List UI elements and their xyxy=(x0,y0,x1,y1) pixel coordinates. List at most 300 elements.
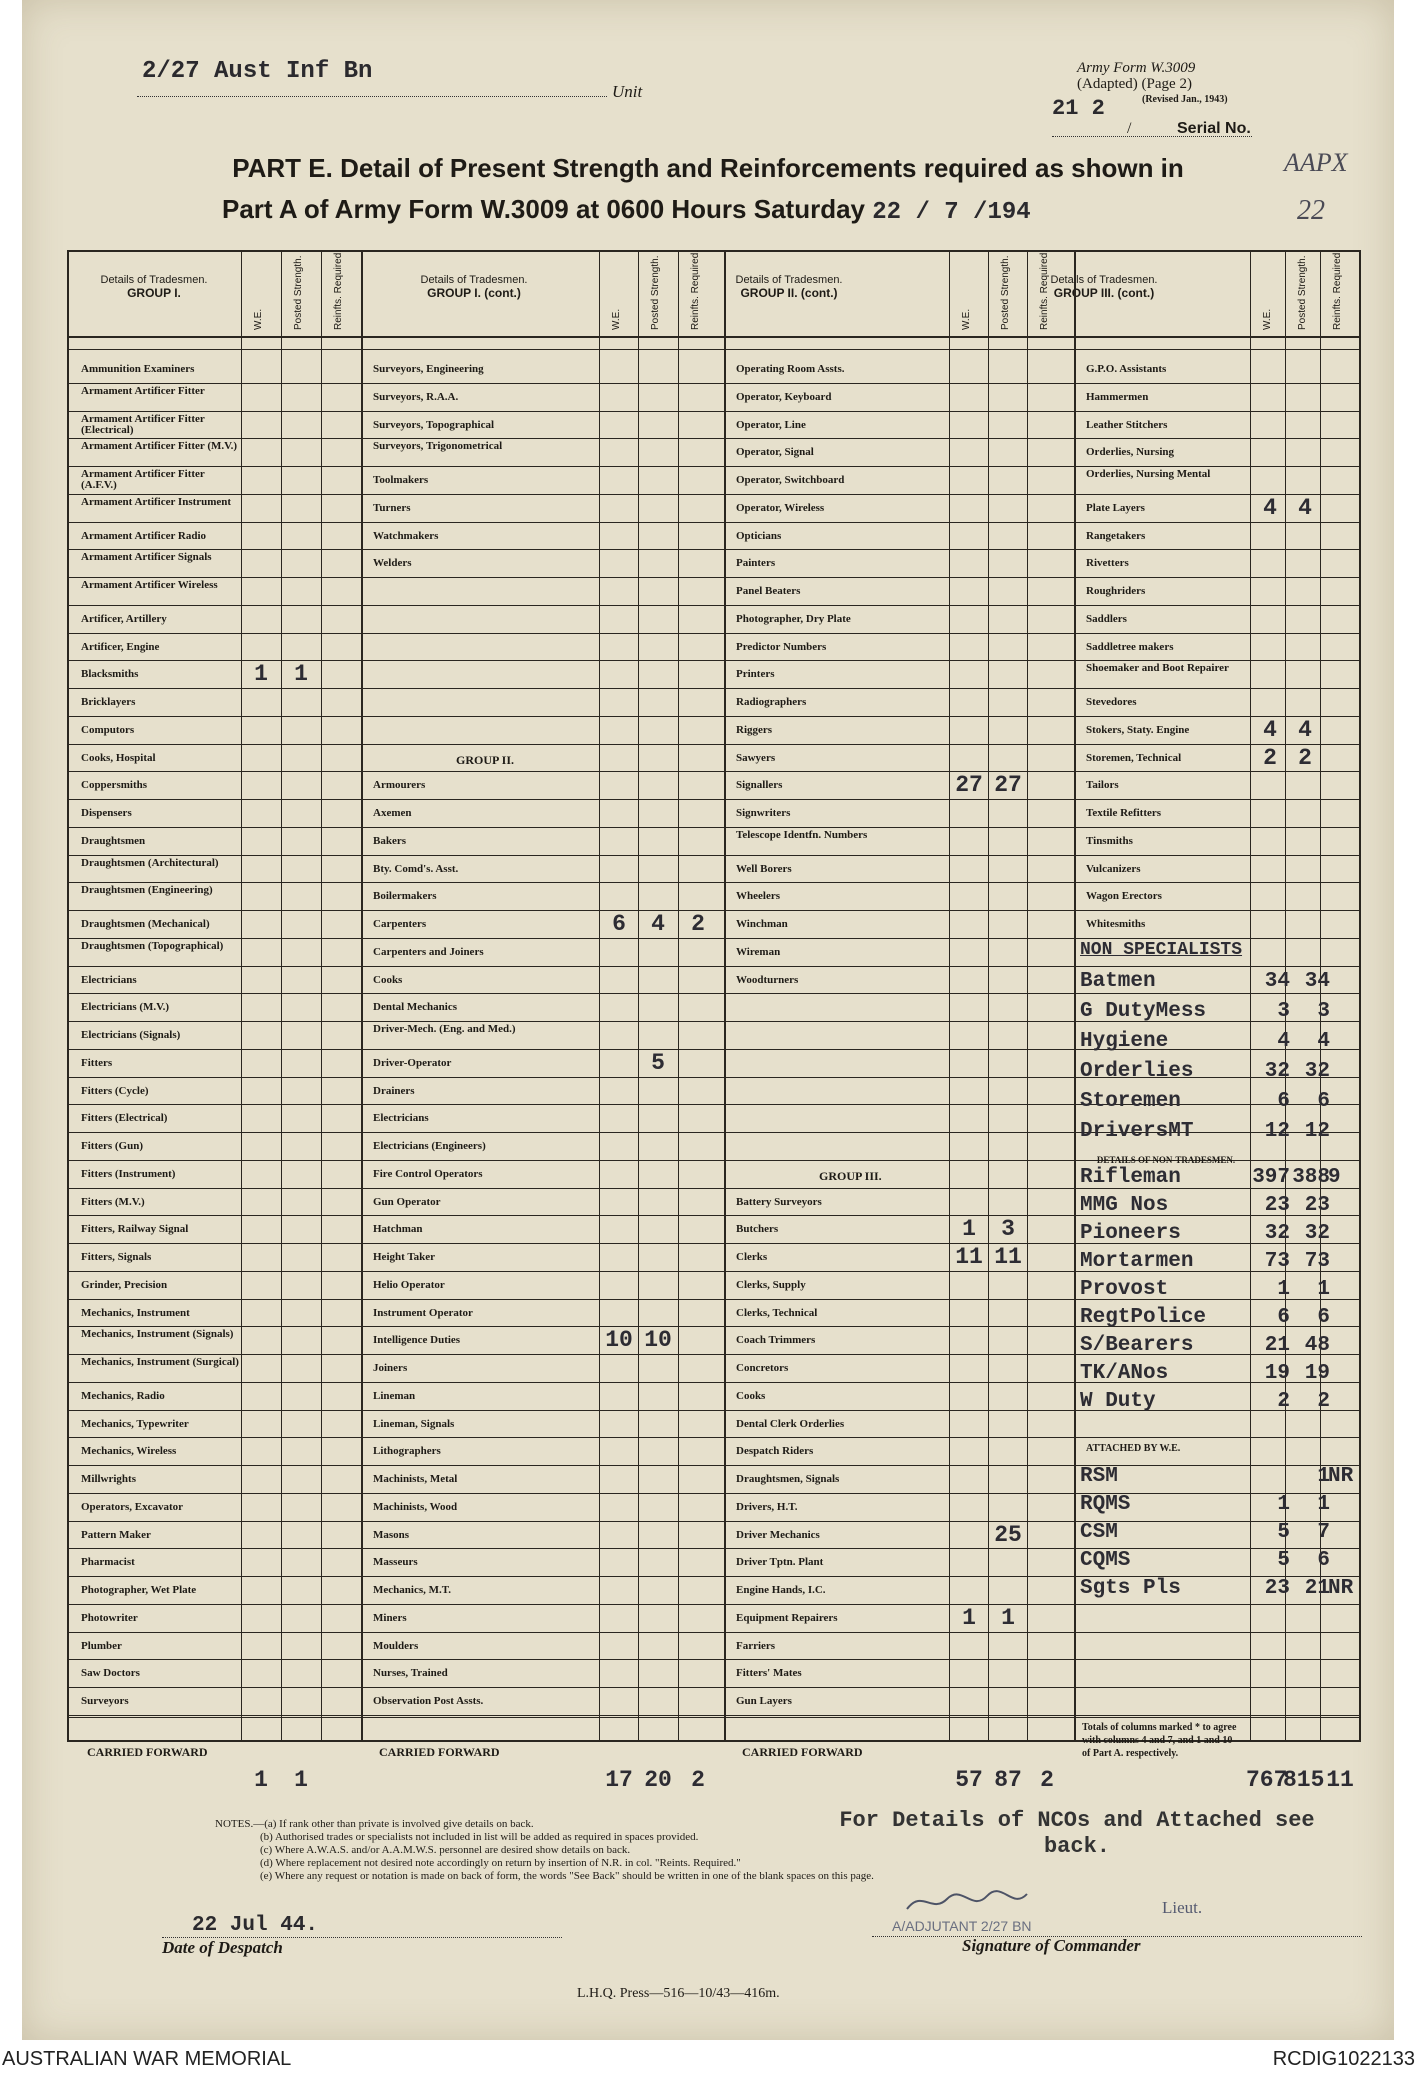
non-specialist-row-label: G DutyMess xyxy=(1080,999,1207,1023)
trade-label: Armament Artificer Instrument xyxy=(81,495,232,508)
trade-label: Draughtsmen xyxy=(81,834,146,847)
non-tradesmen-row-posted: 388 xyxy=(1292,1165,1330,1189)
non-tradesmen-row-we: 397 xyxy=(1252,1165,1290,1189)
row-rule xyxy=(69,1410,1359,1411)
trade-label: Fitters (Cycle) xyxy=(81,1084,149,1097)
posted-value: 2 xyxy=(1298,744,1312,771)
trade-label: Printers xyxy=(736,668,775,681)
trade-label: Computors xyxy=(81,723,135,736)
row-rule xyxy=(69,1659,1359,1660)
trade-label: Mechanics, Wireless xyxy=(81,1445,177,1458)
trade-label: Vulcanizers xyxy=(1086,862,1141,875)
trade-label: Surveyors, Engineering xyxy=(373,363,484,375)
title-line-1: PART E. Detail of Present Strength and Reinforcements required as shown in xyxy=(232,153,1184,183)
title-line-2: Part A of Army Form W.3009 at 0600 Hours Saturday xyxy=(222,194,865,224)
row-rule xyxy=(69,1548,1359,1549)
header-group3-cont: GROUP III. (cont.) xyxy=(1053,286,1155,300)
trade-label: Electricians (Engineers) xyxy=(373,1140,486,1152)
group-divider xyxy=(724,252,726,1740)
serial-value: 21 2 xyxy=(1052,96,1105,121)
note-line: (e) Where any request or notation is made on back of form, the words "See Back" should be written in one of the blank spaces on this page. xyxy=(260,1870,874,1882)
trade-label: Draughtsmen (Mechanical) xyxy=(81,918,210,930)
carried-reinfts: 11 xyxy=(1326,1766,1354,1793)
non-specialist-row-label: Storemen xyxy=(1080,1089,1181,1113)
non-tradesmen-row-posted: 73 xyxy=(1304,1249,1330,1273)
posted-value: 27 xyxy=(994,772,1022,799)
posted-value: 25 xyxy=(994,1521,1022,1548)
signature-label: Signature of Commander xyxy=(962,1936,1141,1955)
trade-label: Surveyors, Trigonometrical xyxy=(373,440,503,453)
trade-label: Well Borers xyxy=(736,862,792,875)
trade-label: Textile Refitters xyxy=(1086,807,1162,819)
trade-label: Orderlies, Nursing xyxy=(1086,446,1174,459)
column-divider xyxy=(241,252,242,1740)
row-rule xyxy=(69,1604,1359,1605)
footer-right: RCDIG1022133 xyxy=(1272,2048,1415,2070)
signature-icon xyxy=(902,1884,1032,1920)
header-details-g2c-text: Details of Tradesmen. xyxy=(735,274,843,286)
trade-label: Operator, Wireless xyxy=(736,501,825,514)
non-tradesmen-row-we: 21 xyxy=(1264,1333,1290,1357)
non-specialists-heading: NON SPECIALISTS xyxy=(1080,939,1243,960)
non-specialist-row-we: 4 xyxy=(1277,1029,1290,1053)
trade-label: Millwrights xyxy=(81,1473,136,1485)
trade-label: Mechanics, Radio xyxy=(81,1389,165,1402)
non-tradesmen-row-label: Provost xyxy=(1080,1277,1169,1301)
note-line: NOTES.—(a) If rank other than private is involved give details on back. xyxy=(215,1818,534,1830)
carried-posted: 87 xyxy=(994,1766,1022,1793)
trade-label: Saw Doctors xyxy=(81,1667,140,1680)
trade-label: Cooks, Hospital xyxy=(81,751,156,764)
note-line: (b) Authorised trades or specialists not included in list will be added as required in spaces provided. xyxy=(260,1831,699,1843)
trade-label: Storemen, Technical xyxy=(1086,751,1182,764)
trade-label: Operating Room Assts. xyxy=(736,363,845,375)
trade-label: Operator, Keyboard xyxy=(736,390,832,403)
trade-label: Carpenters xyxy=(373,918,427,930)
non-tradesmen-row-we: 6 xyxy=(1277,1305,1290,1329)
trade-label: Fitters (Gun) xyxy=(81,1140,144,1152)
trade-label: Hatchman xyxy=(373,1223,423,1236)
trade-label: Wagon Erectors xyxy=(1086,890,1162,903)
column-header-we: W.E. xyxy=(253,308,264,330)
posted-value: 11 xyxy=(994,1244,1022,1270)
trade-label: Fitters (Instrument) xyxy=(81,1167,176,1180)
column-header-we: W.E. xyxy=(961,308,972,330)
row-rule xyxy=(69,882,1359,883)
signature-stamp: A/ADJUTANT 2/27 BN xyxy=(892,1918,1032,1934)
header-details-g3c xyxy=(1029,274,1179,301)
trade-label: Wheelers xyxy=(736,890,780,903)
non-specialist-row-label: Batmen xyxy=(1080,969,1156,993)
trade-label: Operators, Excavator xyxy=(81,1500,184,1513)
trade-label: Photographer, Wet Plate xyxy=(81,1584,197,1596)
we-value: 27 xyxy=(955,772,983,799)
trade-label: Welders xyxy=(373,557,412,570)
trade-label: Cooks xyxy=(373,973,403,986)
row-rule xyxy=(69,966,1359,967)
non-tradesmen-row-posted: 48 xyxy=(1304,1333,1330,1357)
trade-label: Lineman xyxy=(373,1389,416,1402)
posted-value: 3 xyxy=(1001,1216,1015,1243)
we-value: 2 xyxy=(1263,744,1277,771)
carried-posted: 815 xyxy=(1283,1766,1325,1793)
non-specialist-row-posted: 3 xyxy=(1317,999,1330,1023)
trade-label: Armament Artificer Fitter (Electrical) xyxy=(81,412,205,436)
trade-label: Woodturners xyxy=(736,973,799,986)
trade-label: Armament Artificer Radio xyxy=(81,529,207,542)
trade-label: Mechanics, Instrument (Signals) xyxy=(81,1328,234,1341)
trade-label: Tinsmiths xyxy=(1086,834,1133,847)
non-tradesmen-row-posted: 23 xyxy=(1304,1193,1330,1217)
trade-label: Despatch Riders xyxy=(736,1445,814,1458)
trade-label: Radiographers xyxy=(736,696,807,708)
trade-label: Farriers xyxy=(736,1639,776,1652)
form-revised: (Revised Jan., 1943) xyxy=(1142,94,1228,105)
carried-forward-label: CARRIED FORWARD xyxy=(87,1744,208,1759)
trade-label: Engine Hands, I.C. xyxy=(736,1584,826,1596)
attached-row-reinfts: NR xyxy=(1328,1465,1354,1489)
trade-label: Electricians xyxy=(81,973,137,986)
row-rule xyxy=(69,549,1359,550)
non-tradesmen-row-label: Mortarmen xyxy=(1080,1249,1194,1273)
we-value: 4 xyxy=(1263,716,1277,743)
trade-label: Equipment Repairers xyxy=(736,1611,838,1624)
attached-row-label: RQMS xyxy=(1080,1493,1131,1517)
attached-row-we: 5 xyxy=(1277,1521,1290,1545)
non-tradesmen-row-label: S/Bearers xyxy=(1080,1333,1194,1357)
trade-label: Fitters (M.V.) xyxy=(81,1195,145,1208)
column-header-ps: Posted Strength. xyxy=(650,255,661,330)
trade-label: Lithographers xyxy=(373,1445,441,1458)
trade-label: Moulders xyxy=(373,1639,419,1652)
carried-forward-label: CARRIED FORWARD xyxy=(742,1744,863,1759)
trade-label: Gun Operator xyxy=(373,1195,441,1208)
carried-forward-rule xyxy=(69,1715,1359,1718)
attached-row-label: CQMS xyxy=(1080,1549,1131,1573)
group-divider xyxy=(1074,252,1076,1740)
row-rule xyxy=(69,522,1359,523)
non-specialist-row-posted: 12 xyxy=(1304,1119,1330,1143)
trade-label: Machinists, Wood xyxy=(373,1500,458,1513)
typed-note: For Details of NCOs and Attached see back. xyxy=(839,1808,1315,1859)
column-divider xyxy=(599,252,600,1740)
carried-posted: 20 xyxy=(644,1766,672,1793)
trade-label: Riggers xyxy=(736,723,773,736)
header-details-g1-text: Details of Tradesmen. xyxy=(100,274,208,286)
trade-label: Armament Artificer Fitter xyxy=(81,384,205,397)
row-rule xyxy=(69,605,1359,606)
column-divider xyxy=(638,252,639,1740)
posted-value: 1 xyxy=(294,661,308,688)
non-specialist-row-we: 12 xyxy=(1264,1119,1290,1143)
signature-scrawl xyxy=(902,1884,1032,1920)
non-tradesmen-row-reinfts: 9 xyxy=(1328,1165,1341,1189)
trade-label: Pharmacist xyxy=(81,1556,135,1569)
header-details-g1c xyxy=(399,274,549,301)
non-tradesmen-row-posted: 19 xyxy=(1304,1361,1330,1385)
non-specialist-row-label: Hygiene xyxy=(1080,1029,1169,1053)
posted-value: 1 xyxy=(1001,1604,1015,1631)
row-rule xyxy=(69,1493,1359,1494)
trade-label: Drivers, H.T. xyxy=(736,1500,798,1513)
attached-row-posted: 1 xyxy=(1317,1465,1330,1489)
column-header-ps: Posted Strength. xyxy=(1000,255,1011,330)
trade-label: Drainers xyxy=(373,1084,415,1097)
trade-label: Armament Artificer Fitter (A.F.V.) xyxy=(81,468,205,491)
trade-label: Signallers xyxy=(736,779,783,792)
row-rule xyxy=(69,688,1359,689)
we-value: 4 xyxy=(1263,494,1277,521)
attached-row-we: 5 xyxy=(1277,1549,1290,1573)
trade-label: Blacksmiths xyxy=(81,668,139,681)
non-tradesmen-row-posted: 32 xyxy=(1304,1221,1330,1245)
trade-label: Artificer, Artillery xyxy=(81,612,167,625)
trade-label: Helio Operator xyxy=(373,1278,445,1291)
form-sheet xyxy=(22,0,1394,2040)
row-rule xyxy=(69,633,1359,634)
group-divider xyxy=(361,252,363,1740)
trade-label: Draughtsmen (Architectural) xyxy=(81,856,219,869)
non-tradesmen-row-label: Pioneers xyxy=(1080,1221,1181,1245)
row-rule xyxy=(69,438,1359,439)
row-rule xyxy=(69,855,1359,856)
trade-label: Miners xyxy=(373,1611,407,1624)
trade-label: Panel Beaters xyxy=(736,585,801,597)
trade-label: Height Taker xyxy=(373,1251,436,1263)
trade-label: Draughtsmen (Engineering) xyxy=(81,884,213,897)
trade-label: Painters xyxy=(736,557,776,570)
trade-label: Ammunition Examiners xyxy=(81,363,195,375)
non-tradesmen-row-label: W Duty xyxy=(1080,1389,1156,1413)
column-header-ps: Posted Strength. xyxy=(293,255,304,330)
trade-label: Lineman, Signals xyxy=(373,1417,455,1430)
attached-row-we: 23 xyxy=(1264,1577,1290,1601)
unit-underline xyxy=(137,96,607,97)
carried-we: 1 xyxy=(254,1766,268,1793)
trade-label: G.P.O. Assistants xyxy=(1086,363,1167,375)
non-specialist-row-posted: 6 xyxy=(1317,1089,1330,1113)
trade-label: Driver-Operator xyxy=(373,1056,452,1069)
column-header-ps: Posted Strength. xyxy=(1297,255,1308,330)
title-line-2-wrap xyxy=(222,194,1031,226)
group-heading: GROUP III. xyxy=(819,1168,882,1183)
trade-label: Battery Surveyors xyxy=(736,1195,822,1208)
signature-rank: Lieut. xyxy=(1162,1898,1203,1917)
we-value: 11 xyxy=(955,1244,983,1270)
column-divider xyxy=(281,252,282,1740)
trade-label: Photowriter xyxy=(81,1611,138,1624)
trade-label: Fitters, Railway Signal xyxy=(81,1223,189,1236)
trade-label: Artificer, Engine xyxy=(81,640,160,653)
trade-label: Cooks xyxy=(736,1389,766,1402)
trade-label: Butchers xyxy=(736,1223,779,1236)
column-divider xyxy=(321,252,322,1740)
trade-label: Grinder, Precision xyxy=(81,1278,168,1291)
trade-label: Draughtsmen (Topographical) xyxy=(81,939,224,952)
non-specialist-row-label: DriversMT xyxy=(1080,1119,1194,1143)
column-header-we: W.E. xyxy=(611,308,622,330)
row-rule xyxy=(69,1465,1359,1466)
note-line: (d) Where replacement not desired note accordingly on return by insertion of N.R. in col. "Reints. Required." xyxy=(260,1857,741,1869)
non-tradesmen-row-we: 73 xyxy=(1264,1249,1290,1273)
non-specialist-row-we: 32 xyxy=(1264,1059,1290,1083)
posted-value: 4 xyxy=(651,911,665,937)
trade-label: Fitters, Signals xyxy=(81,1251,152,1263)
trade-label: Dental Clerk Orderlies xyxy=(736,1417,845,1430)
trade-label: Joiners xyxy=(373,1362,408,1374)
details-non-tradesmen-heading: DETAILS OF NON-TRADESMEN. xyxy=(1096,1154,1236,1165)
form-adapted: (Adapted) (Page 2) xyxy=(1077,76,1192,92)
trade-label: Surveyors, Topographical xyxy=(373,418,495,431)
trade-label: Shoemaker and Boot Repairer xyxy=(1086,662,1229,675)
trade-label: Plate Layers xyxy=(1086,501,1145,514)
trade-label: Operator, Line xyxy=(736,418,806,431)
header-rule-2 xyxy=(69,349,1359,350)
trade-label: Masseurs xyxy=(373,1556,418,1569)
row-rule xyxy=(69,1632,1359,1633)
non-specialist-row-label: Orderlies xyxy=(1080,1059,1194,1083)
carried-reinfts: 2 xyxy=(691,1766,705,1793)
trade-label: Mechanics, Instrument (Surgical) xyxy=(81,1356,239,1368)
trade-label: Electricians (Signals) xyxy=(81,1029,181,1041)
row-rule xyxy=(69,1437,1359,1438)
attached-row-posted: 1 xyxy=(1317,1493,1330,1517)
trade-label: Operator, Signal xyxy=(736,446,814,459)
trade-label: Toolmakers xyxy=(373,474,429,486)
non-tradesmen-row-we: 23 xyxy=(1264,1193,1290,1217)
group-heading: GROUP II. xyxy=(456,752,515,767)
non-specialist-row-posted: 34 xyxy=(1304,969,1330,993)
row-rule xyxy=(69,1687,1359,1688)
attached-row-label: RSM xyxy=(1080,1465,1118,1489)
trade-label: Clerks xyxy=(736,1251,768,1263)
trade-label: Bakers xyxy=(373,834,406,847)
attached-row-label: CSM xyxy=(1080,1521,1118,1545)
trade-label: Coach Trimmers xyxy=(736,1334,816,1347)
attached-row-posted: 21 xyxy=(1304,1577,1330,1601)
we-value: 1 xyxy=(254,661,268,688)
row-rule xyxy=(69,993,1359,994)
column-divider xyxy=(988,252,989,1740)
serial-slash: / xyxy=(1127,120,1132,137)
column-divider xyxy=(1027,252,1028,1740)
carried-we: 767 xyxy=(1246,1766,1288,1793)
trade-label: Fitters' Mates xyxy=(736,1667,802,1680)
trade-label: Machinists, Metal xyxy=(373,1473,458,1485)
row-rule xyxy=(69,771,1359,772)
column-header-rr: Reinfts. Required. xyxy=(333,249,344,330)
trade-label: Carpenters and Joiners xyxy=(373,945,484,958)
column-header-rr: Reinfts. Required. xyxy=(1039,249,1050,330)
trade-label: Driver-Mech. (Eng. and Med.) xyxy=(373,1023,516,1035)
non-tradesmen-row-label: RegtPolice xyxy=(1080,1305,1207,1329)
posted-value: 5 xyxy=(651,1049,665,1076)
column-header-rr: Reinfts. Required. xyxy=(690,249,701,330)
trade-label: Turners xyxy=(373,501,411,514)
carried-we: 57 xyxy=(955,1766,983,1793)
trade-label: Instrument Operator xyxy=(373,1306,473,1319)
trade-label: Draughtsmen, Signals xyxy=(736,1473,840,1485)
trade-label: Fire Control Operators xyxy=(373,1167,483,1180)
we-value: 1 xyxy=(962,1216,976,1243)
serial-label: Serial No. xyxy=(1177,120,1251,137)
header-details-g3c-text: Details of Tradesmen. xyxy=(1050,274,1158,286)
trade-label: Masons xyxy=(373,1528,410,1541)
despatch-label: Date of Despatch xyxy=(162,1938,283,1957)
row-rule xyxy=(69,938,1359,939)
row-rule xyxy=(69,494,1359,495)
column-divider xyxy=(1250,252,1251,1740)
trade-label: Whitesmiths xyxy=(1086,918,1146,930)
header-rule xyxy=(69,336,1359,338)
reinfts-value: 2 xyxy=(691,911,705,937)
non-tradesmen-row-label: TK/ANos xyxy=(1080,1361,1169,1385)
date-value: 22 / 7 /194 xyxy=(872,199,1031,226)
note-line: (c) Where A.W.A.S. and/or A.A.M.W.S. personnel are desired show details on back. xyxy=(260,1844,631,1856)
trade-label: Saddlers xyxy=(1086,612,1127,625)
row-rule xyxy=(69,744,1359,745)
trade-label: Orderlies, Nursing Mental xyxy=(1086,468,1211,480)
trade-label: Plumber xyxy=(81,1639,122,1652)
non-tradesmen-row-label: MMG Nos xyxy=(1080,1193,1169,1217)
margin-annotation-2: 22 xyxy=(1297,195,1325,226)
carried-we: 17 xyxy=(605,1766,633,1793)
column-header-rr: Reinfts. Required. xyxy=(1332,249,1343,330)
strength-table xyxy=(67,249,1361,1793)
attached-row-posted: 6 xyxy=(1317,1549,1330,1573)
attached-row-label: Sgts Pls xyxy=(1080,1577,1181,1601)
trade-label: Fitters xyxy=(81,1056,113,1069)
column-header-we: W.E. xyxy=(1262,308,1273,330)
header-group1-cont: GROUP I. (cont.) xyxy=(427,286,521,300)
trade-label: Leather Stitchers xyxy=(1086,418,1168,431)
trade-label: Armament Artificer Fitter (M.V.) xyxy=(81,440,238,453)
trade-label: Armourers xyxy=(373,779,426,792)
row-rule xyxy=(69,799,1359,800)
footer-left: AUSTRALIAN WAR MEMORIAL xyxy=(2,2048,292,2070)
column-divider xyxy=(1320,252,1321,1740)
trade-label: Photographer, Dry Plate xyxy=(736,612,851,625)
notes-block xyxy=(215,1818,874,1883)
non-tradesmen-row-label: Rifleman xyxy=(1080,1165,1181,1189)
trade-label: Stevedores xyxy=(1086,696,1137,708)
trade-label: Tailors xyxy=(1086,779,1119,792)
trade-label: Wireman xyxy=(736,945,781,958)
header-group1: GROUP I. xyxy=(127,286,181,300)
trade-label: Signwriters xyxy=(736,807,791,819)
trade-label: Nurses, Trained xyxy=(373,1667,448,1680)
trade-label: Mechanics, Instrument xyxy=(81,1306,190,1319)
trade-label: Clerks, Technical xyxy=(736,1306,818,1319)
trade-label: Sawyers xyxy=(736,751,776,764)
posted-value: 10 xyxy=(644,1327,672,1354)
trade-label: Gun Layers xyxy=(736,1695,792,1707)
row-rule xyxy=(69,411,1359,412)
trade-label: Electricians xyxy=(373,1112,429,1125)
trade-label: Observation Post Assts. xyxy=(373,1695,484,1707)
trade-label: Operator, Switchboard xyxy=(736,474,845,486)
header-details-g1c-text: Details of Tradesmen. xyxy=(420,274,528,286)
trade-label: Driver Tptn. Plant xyxy=(736,1556,824,1569)
trade-label: Dispensers xyxy=(81,807,132,819)
margin-annotation-1: AAPX xyxy=(1284,148,1348,177)
non-tradesmen-row-posted: 1 xyxy=(1317,1277,1330,1301)
trade-label: Hammermen xyxy=(1086,390,1149,403)
column-divider xyxy=(678,252,679,1740)
non-tradesmen-row-posted: 6 xyxy=(1317,1305,1330,1329)
non-tradesmen-row-posted: 2 xyxy=(1317,1389,1330,1413)
trade-label: Rivetters xyxy=(1086,557,1129,570)
